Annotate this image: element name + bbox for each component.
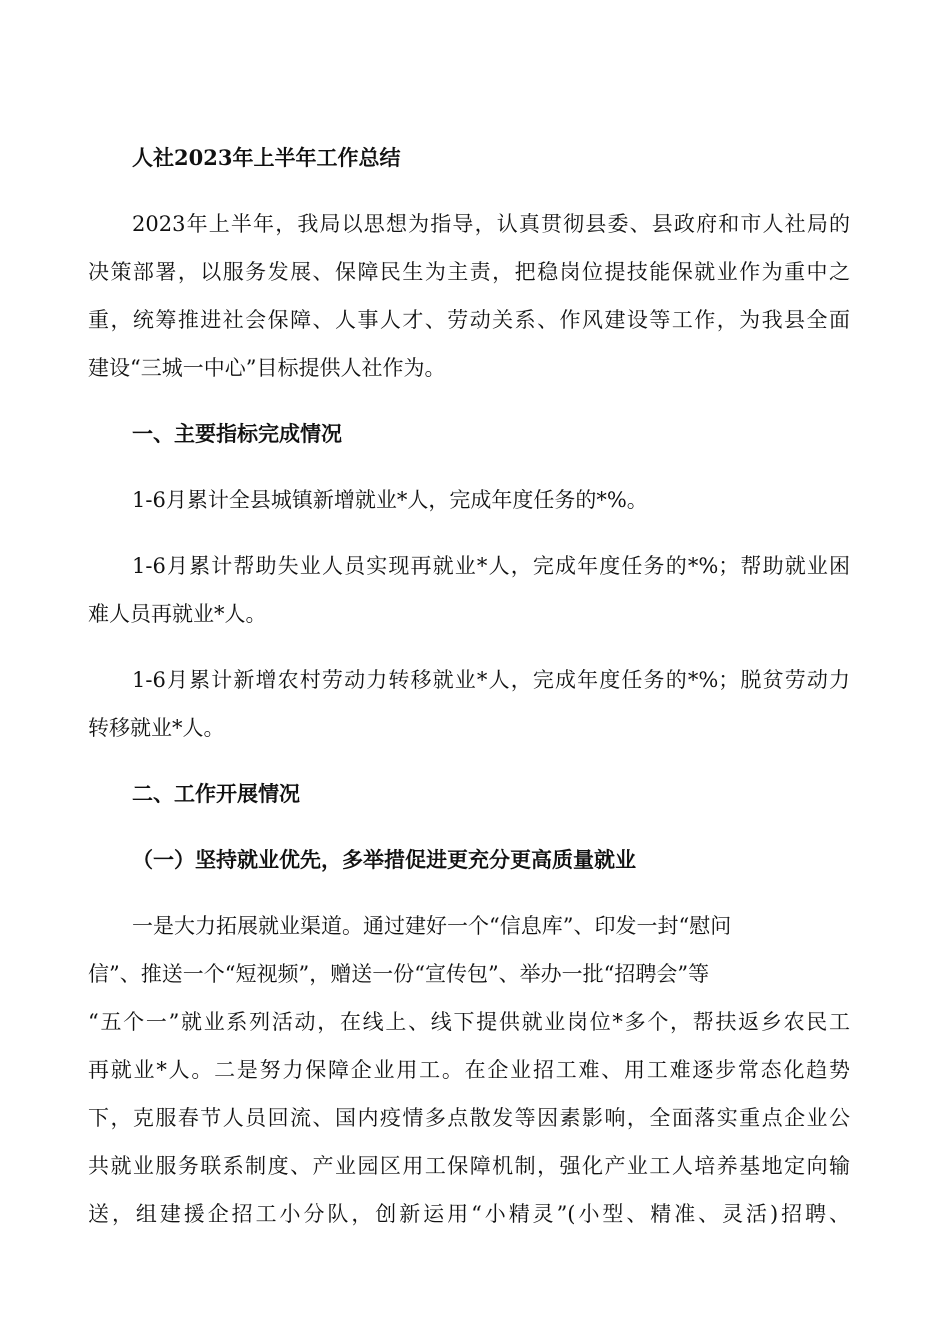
body-line-1: 一是大力拓展就业渠道。通过建好一个“信息库”、印发一封“慰问	[132, 914, 732, 938]
indicator-3-line-2: 转移就业*人。	[88, 716, 225, 740]
spacer	[88, 890, 850, 908]
spacer	[88, 398, 850, 416]
spacer	[88, 824, 850, 842]
spacer	[88, 644, 850, 662]
body-line-7: 送，组建援企招工小分队，创新运用“小精灵”(小型、精准、灵活)招聘、	[88, 1202, 850, 1226]
document-title: 人社2023年上半年工作总结	[132, 145, 401, 170]
indicator-3-line-1: 1-6月累计新增农村劳动力转移就业*人，完成年度任务的*%；脱贫劳动力	[132, 668, 850, 692]
section-2-subheading: （一）坚持就业优先，多举措促进更充分更高质量就业	[132, 847, 636, 872]
indicator-1: 1-6月累计全县城镇新增就业*人，完成年度任务的*%。	[132, 488, 648, 512]
intro-line-1: 2023年上半年，我局以思想为指导，认真贯彻县委、县政府和市人社局的	[132, 212, 850, 236]
document-body	[88, 140, 850, 1244]
body-line-3: “五个一”就业系列活动，在线上、线下提供就业岗位*多个，帮扶返乡农民工	[88, 1010, 850, 1034]
indicator-2-line-1: 1-6月累计帮助失业人员实现再就业*人，完成年度任务的*%；帮助就业困	[132, 554, 850, 578]
body-line-5: 下，克服春节人员回流、国内疫情多点散发等因素影响，全面落实重点企业公	[88, 1106, 850, 1130]
intro-line-2: 决策部署，以服务发展、保障民生为主责，把稳岗位提技能保就业作为重中之	[88, 260, 850, 284]
body-line-6: 共就业服务联系制度、产业园区用工保障机制，强化产业工人培养基地定向输	[88, 1154, 850, 1178]
body-line-4: 再就业*人。二是努力保障企业用工。在企业招工难、用工难逐步常态化趋势	[88, 1058, 850, 1082]
intro-line-3: 重，统筹推进社会保障、人事人才、劳动关系、作风建设等工作，为我县全面	[88, 308, 850, 332]
section-1-heading: 一、主要指标完成情况	[132, 421, 342, 446]
spacer	[88, 464, 850, 482]
spacer	[88, 758, 850, 776]
spacer	[88, 530, 850, 548]
spacer	[88, 188, 850, 206]
body-line-2: 信”、推送一个“短视频”，赠送一份“宣传包”、举办一批“招聘会”等	[88, 962, 710, 986]
section-2-heading: 二、工作开展情况	[132, 781, 300, 806]
intro-line-4: 建设“三城一中心”目标提供人社作为。	[88, 356, 446, 380]
indicator-2-line-2: 难人员再就业*人。	[88, 602, 267, 626]
